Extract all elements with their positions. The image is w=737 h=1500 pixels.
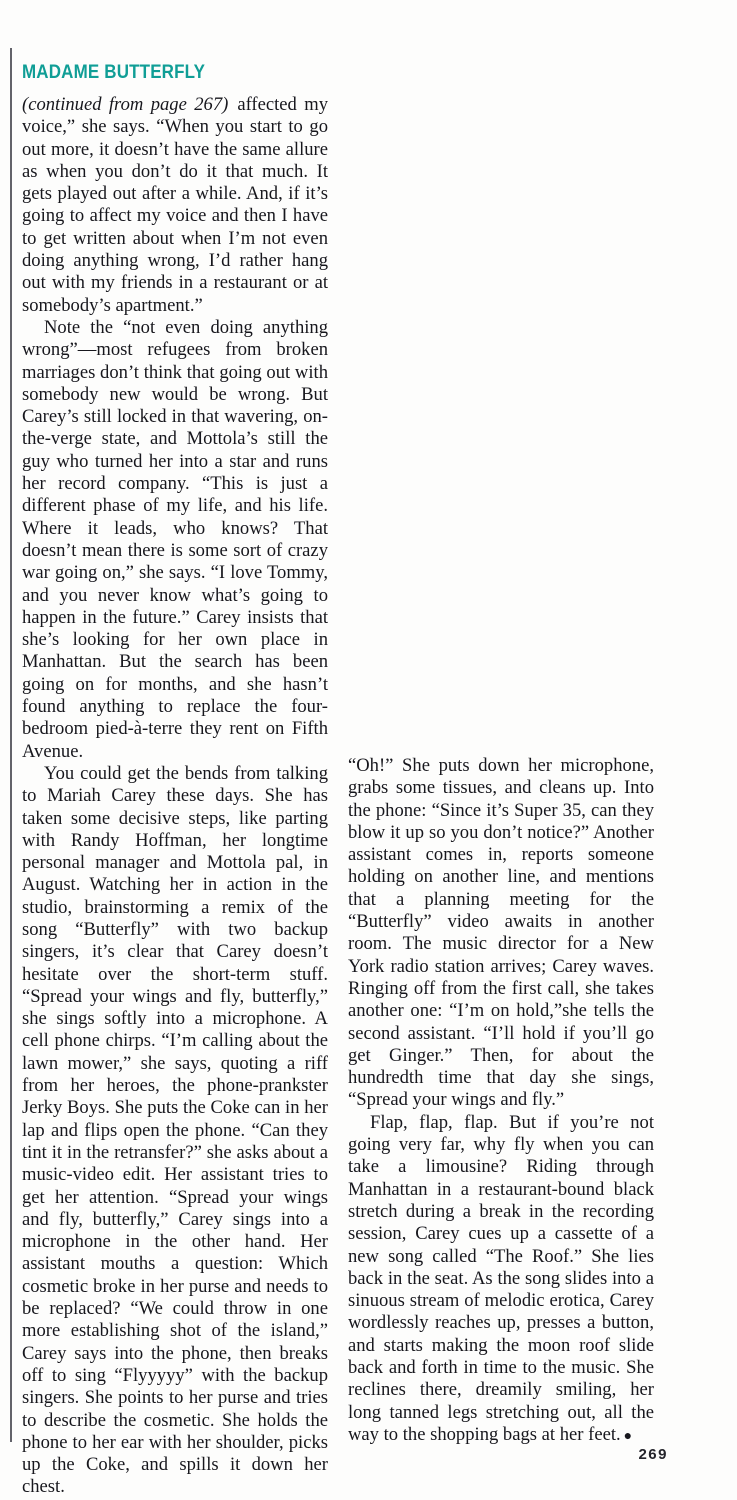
paragraph-continuation: “Oh!” She puts down her microphone, grabs some tissues, and cleans up. Into the phone: “Since it’s Super 35, can they blow it up so you don’t notice?” Another assistant comes in, reports someone holding on another line, and mentions that a planning meeting for the “Butterfly” video awaits in another room. The music director for a New York radio station arrives; Carey waves. Ringing off from the first call, she takes another one: “I’m on hold,”she tells the second assistant. “I’ll hold if you’ll go get Ginger.” Then, for about the hundredth time that day she sings, “Spread your wings and fly.” [348, 755, 654, 1111]
paragraph-text: Flap, flap, flap. But if you’re not going very far, why fly when you can take a limousine? Riding through Manhattan in a restaurant-bound black stretch during a break in the recording session, Carey cues up a cassette of a new song called “The Roof.” She lies back in the seat. As the song slides into a sinuous stream of melodic erotica, Carey wordlessly reaches up, presses a button, and starts making the moon roof slide back and forth in time to the music. She reclines there, dreamily smiling, her long tanned legs stretching out, all the way to the shopping bags at her feet. [348, 1111, 654, 1445]
end-of-article-mark: ● [623, 1428, 633, 1444]
left-column [22, 94, 328, 1499]
left-column-rule [10, 48, 12, 1442]
paragraph: You could get the bends from talking to Mariah Carey these days. She has taken some decisive steps, like parting with Randy Hoffman, her longtime personal manager and Mottola pal, in August. Watching her in action in the studio, brainstorming a remix of the song “Butterfly” with two backup singers, it’s clear that Carey doesn’t hesitate over the short-term stuff. “Spread your wings and fly, butterfly,” she sings softly into a microphone. A cell phone chirps. “I’m calling about the lawn mower,” she says, quoting a riff from her heroes, the phone-prankster Jerky Boys. She puts the Coke can in her lap and flips open the phone. “Can they tint it in the retransfer?” she asks about a music-video edit. Her assistant tries to get her attention. “Spread your wings and fly, butterfly,” Carey sings into a microphone in the other hand. Her assistant mouths a question: Which cosmetic broke in her purse and needs to be replaced? “We could throw in one more establishing shot of the island,” Carey says into the phone, then breaks off to sing “Flyyyyy” with the backup singers. She points to her purse and tries to describe the cosmetic. She holds the phone to her ear with her shoulder, picks up the Coke, and spills it down her chest. [22, 762, 328, 1498]
continuation-note: (continued from page 267) [22, 94, 229, 115]
paragraph-text: affected my voice,” she says. “When you start to go out more, it doesn’t have the same allure as when you don’t do it that much. It gets played out after a while. And, if it’s going to affect my voice and then I have to get written about when I’m not even doing anything wrong, I’d rather hang out with my friends in a restaurant or at somebody’s apartment.” [22, 94, 328, 316]
page-number: 269 [638, 1446, 668, 1463]
paragraph-final [348, 1112, 654, 1448]
paragraph-continued [22, 94, 328, 317]
paragraph: Note the “not even doing anything wrong”—most refugees from broken marriages don’t think that going out with somebody new would be wrong. But Carey’s still locked in that wavering, on-the-verge state, and Mottola’s still the guy who turned her into a star and runs her record company. “This is just a different phase of my life, and his life. Where it leads, who knows? That doesn’t mean there is some sort of crazy war going on,” she says. “I love Tommy, and you never know what’s going to happen in the future.” Carey insists that she’s looking for her own place in Manhattan. But the search has been going on for months, and she hasn’t found anything to replace the four-bedroom pied-à-terre they rent on Fifth Avenue. [22, 316, 328, 762]
article-title: MADAME BUTTERFLY [22, 61, 206, 83]
right-column [348, 755, 654, 1448]
